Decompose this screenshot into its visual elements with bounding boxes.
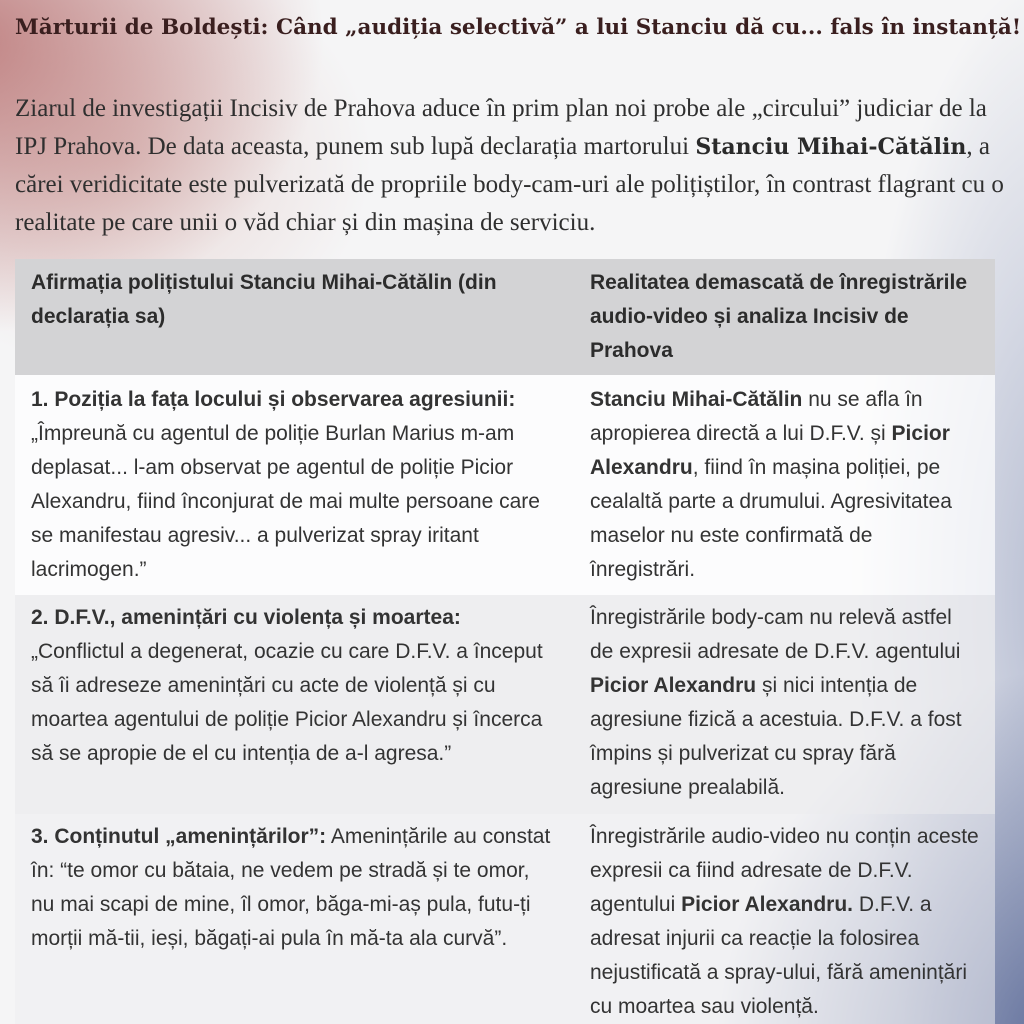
reality-text: și nici intenția de agresiune fizică a acestuia. D.F.V. a fost împins și pulverizat cu spray fără agresiune prealabilă. <box>590 674 962 799</box>
claim-text: „Împreună cu agentul de poliție Burlan Marius m-am deplasat... l-am observat pe agentul de poliție Picior Alexandru, fiind înconjurat de mai multe persoane care se manifestau agresiv... a pulverizat spray iritant lacrimogen.” <box>31 422 540 581</box>
reality-name: Picior Alexandru <box>590 674 757 697</box>
table-header-row <box>15 259 995 375</box>
reality-text: D.F.V. a adresat injurii ca reacție la folosirea nejustificată a spray-ului, fără amenințări cu moartea sau violență. <box>590 893 968 1018</box>
reality-cell <box>574 595 995 814</box>
claim-cell <box>15 375 574 595</box>
reality-text: , fiind în mașina poliției, pe cealaltă parte a drumului. Agresivitatea maselor nu este confirmată de înregistrări. <box>590 456 952 581</box>
header-reality: Realitatea demascată de înregistrările audio-video și analiza Incisiv de Prahova <box>574 259 995 375</box>
header-claim: Afirmația polițistului Stanciu Mihai-Cătălin (din declarația sa) <box>15 259 574 375</box>
reality-text: Înregistrările audio-video nu conțin aceste expresii ca fiind adresate de D.F.V. agentului <box>590 825 979 916</box>
table-row <box>15 814 995 1024</box>
intro-text-part1: Ziarul de investigații Incisiv de Prahova aduce în prim plan noi probe ale „circului” judiciar de la IPJ Prahova. De data aceasta, punem sub lupă declarația martorului <box>15 95 987 160</box>
reality-name: Stanciu Mihai-Cătălin <box>590 388 803 411</box>
reality-cell <box>574 375 995 595</box>
claim-text: „Conflictul a degenerat, ocazie cu care D.F.V. a început să îi adreseze amenințări cu acte de violență și cu moartea agentului de poliție Picior Alexandru și încerca să se apropie de el cu intenția de a-l agresa.” <box>31 640 543 765</box>
claim-text: Amenințările au constat în: “te omor cu bătaia, ne vedem pe stradă și te omor, nu mai scapi de mine, îl omor, băga-mi-aș pula, futu-ți morții mă-tii, ieși, băgați-ai pula în mă-ta ala curvă”. <box>31 825 551 950</box>
claim-title: 3. Conținutul „amenințărilor”: <box>31 825 327 848</box>
table-row <box>15 595 995 814</box>
comparison-table <box>15 259 995 1024</box>
reality-name: Picior Alexandru <box>590 422 950 479</box>
article-intro <box>15 90 1005 241</box>
intro-text-part2: , a cărei veridicitate este pulverizată de propriile body-cam-uri ale polițiștilor, în contrast flagrant cu o realitate pe care unii o văd chiar și din mașina de serviciu. <box>15 132 1004 236</box>
claim-title: 2. D.F.V., amenințări cu violența și moartea: <box>31 606 461 629</box>
claim-title: 1. Poziția la fața locului și observarea agresiunii: <box>31 388 516 411</box>
reality-text: Înregistrările body-cam nu relevă astfel de expresii adresate de D.F.V. agentului <box>590 606 961 663</box>
intro-witness-name: Stanciu Mihai-Cătălin <box>695 133 967 160</box>
reality-name: Picior Alexandru. <box>681 893 854 916</box>
claim-cell <box>15 814 574 1024</box>
claim-cell <box>15 595 574 814</box>
reality-cell <box>574 814 995 1024</box>
table-row <box>15 375 995 595</box>
reality-text: nu se afla în apropierea directă a lui D.F.V. și <box>590 388 923 445</box>
article-headline: Mărturii de Boldești: Când „audiția selectivă” a lui Stanciu dă cu... fals în instanță! <box>15 15 1022 40</box>
